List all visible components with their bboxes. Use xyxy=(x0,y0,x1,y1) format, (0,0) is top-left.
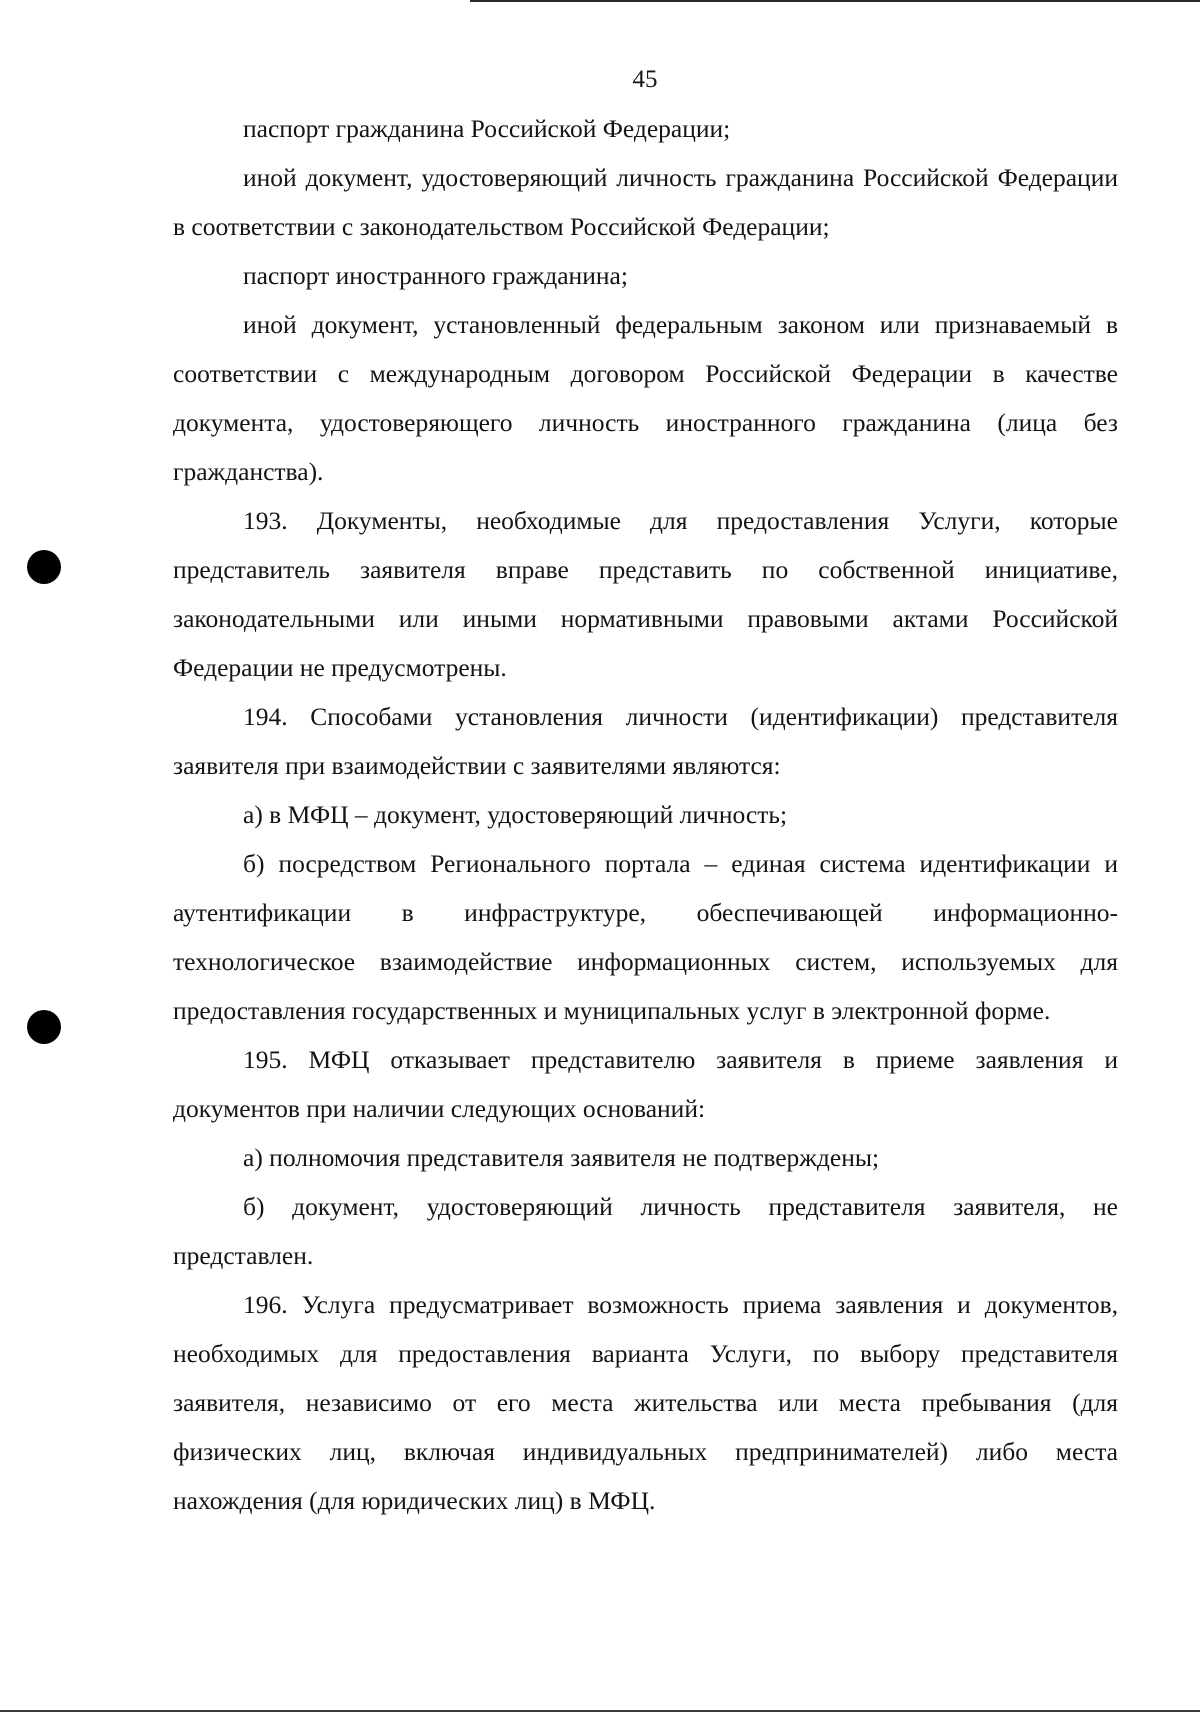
paragraph-194: 194. Способами установления личности (идентификации) представителя заявителя при взаимодействии с заявителями являются: xyxy=(173,702,1118,780)
paragraph-other-id-rf: иной документ, удостоверяющий личность гражданина Российской Федерации в соответствии с законодательством Российской Федерации; xyxy=(173,163,1118,241)
paragraph-other-id-foreign: иной документ, установленный федеральным законом или признаваемый в соответствии с международным договором Российской Федерации в качестве документа, удостоверяющего личность иностранного гражданина (лица без гражданства). xyxy=(173,310,1118,486)
paragraph-195-a: а) полномочия представителя заявителя не подтверждены; xyxy=(243,1143,880,1172)
paragraph-194-a: а) в МФЦ – документ, удостоверяющий личность; xyxy=(243,800,788,829)
paragraph-194-b: б) посредством Регионального портала – единая система идентификации и аутентификации в инфраструктуре, обеспечивающей информационно-технологическое взаимодействие информационных систем, используемых для предоставления государственных и муниципальных услуг в электронной форме. xyxy=(173,849,1118,1025)
paragraph-foreign-passport: паспорт иностранного гражданина; xyxy=(243,261,628,290)
scan-edge-top xyxy=(470,0,1200,2)
paragraph-193: 193. Документы, необходимые для предоставления Услуги, которые представитель заявителя вправе представить по собственной инициативе, законодательными или иными нормативными правовыми актами Российской Федерации не предусмотрены. xyxy=(173,506,1118,682)
paragraph-195: 195. МФЦ отказывает представителю заявителя в приеме заявления и документов при наличии следующих оснований: xyxy=(173,1045,1118,1123)
page-number: 45 xyxy=(632,66,658,93)
paragraph-passport-rf: паспорт гражданина Российской Федерации; xyxy=(243,114,731,143)
punch-hole xyxy=(27,1010,61,1044)
document-body xyxy=(173,104,1118,1525)
paragraph-196: 196. Услуга предусматривает возможность приема заявления и документов, необходимых для предоставления варианта Услуги, по выбору представителя заявителя, независимо от его места жительства или места пребывания (для физических лиц, включая индивидуальных предпринимателей) либо места нахождения (для юридических лиц) в МФЦ. xyxy=(173,1290,1118,1515)
paragraph-195-b: б) документ, удостоверяющий личность представителя заявителя, не представлен. xyxy=(173,1192,1118,1270)
punch-hole xyxy=(27,550,61,584)
